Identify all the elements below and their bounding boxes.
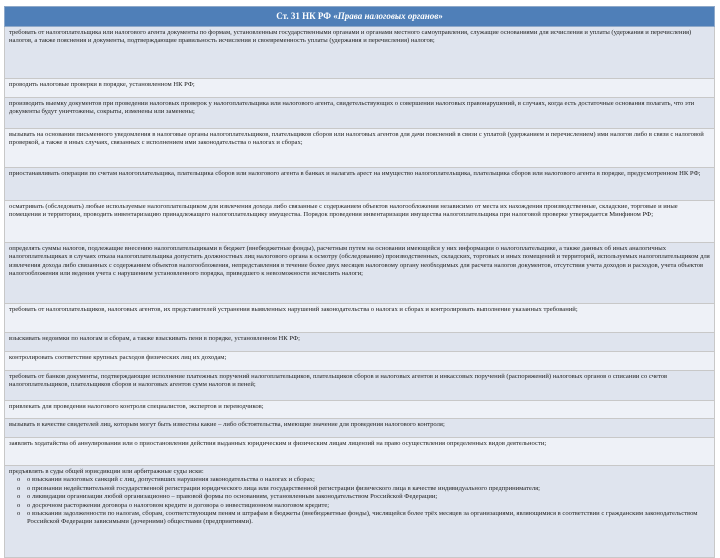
table-row [4,371,715,401]
row-text: приостанавливать операции по счетам налогоплательщика, плательщика сборов или налогового агента в банках и налагать арест на имущество налогоплательщика, плательщика сборов или налогового агента в порядке, предусмотренном НК РФ; [9,170,701,177]
row-text: заявлять ходатайства об аннулировании или о приостановлении действия выданных юридическим и физическим лицам лицензий на право осуществления определенных видов деятельности; [9,440,547,447]
row-text: взыскивать недоимки по налогам и сборам, а также взыскивать пени в порядке, установленном НК РФ; [9,335,300,342]
table-row [4,168,715,201]
row-text: требовать от банков документы, подтверждающие исполнение платежных поручений налогоплательщиков, плательщиков сборов и налоговых агентов и инкассовых поручений (распоряжений) налоговых органов о списании со счетов налогоплательщиков, плательщиков сборов и налоговых агентов сумм налогов и пеней; [9,373,669,389]
table-row [4,304,715,333]
row-text: проводить налоговые проверки в порядке, установленном НК РФ; [9,81,195,88]
table-row [4,201,715,243]
table-row [4,27,715,79]
row-text: привлекать для проведения налогового контроля специалистов, экспертов и переводчиков; [9,403,264,410]
row-text: вызывать на основании письменного уведомления в налоговые органы налогоплательщиков, плательщиков сборов или налоговых агентов для дачи пояснений в связи с уплатой (удержанием и перечислением) ими налогов либо в связи с налоговой проверкой, а также в иных случаях, связанных с исполнением ими законодательства о налогах и сборах; [9,131,706,147]
row-text: контролировать соответствие крупных расходов физических лиц их доходам; [9,354,227,361]
table-row [4,129,715,168]
title-prefix: Ст. 31 НК РФ « [276,11,338,21]
row-text: производить выемку документов при проведении налоговых проверок у налогоплательщика или налогового агента, свидетельствующих о совершении налоговых правонарушений, в случаях, когда есть достаточные основания полагать, что эти документы будут уничтожены, сокрыты, изменены или заменены; [9,100,696,116]
lawsuit-list [9,476,710,526]
row-text: вызывать в качестве свидетелей лиц, которым могут быть известны какие – либо обстоятельства, имеющие значение для проведения налогового контроля; [9,421,445,428]
table-title [4,6,715,27]
table-row [4,98,715,129]
row-text: осматривать (обследовать) любые используемые налогоплательщиком для извлечения дохода либо связанные с содержанием объектов налогообложения независимо от места их нахождения производственные, складские, торговые и иные помещения и территории, проводить инвентаризацию принадлежащего налогоплательщику имущества. Порядок проведения инвентаризации имущества налогоплательщика при налоговой проверке утверждается Минфином РФ; [9,203,680,219]
table-row [4,419,715,438]
row-text: требовать от налогоплательщиков, налоговых агентов, их представителей устранения выявленных нарушений законодательства о налогах и сборах и контролировать выполнение указанных требований; [9,306,578,313]
row-text: предъявлять в суды общей юрисдикции или арбитражные суды иски: [9,468,204,475]
title-italic: Права налоговых органов [337,11,439,21]
row-text: определять суммы налогов, подлежащие внесению налогоплательщиками в бюджет (внебюджетные фонды), расчетным путем на основании имеющейся у них информации о налогоплательщике, а также данных об иных аналогичных налогоплательщиках в случаях отказа налогоплательщика допустить должностных лиц налогового органа к осмотру (обследованию) производственных, складских, торговых и иных помещений и территорий, используемых налогоплательщиком для извлечения дохода либо связанных с содержанием объектов налогообложения, непредставления в течение более двух месяцев налоговому органу необходимых для расчета налогов документов, отсутствия учета доходов и расходов, учета объектов налогообложения или ведения учета с нарушением установленного порядка, приведшего к невозможности исчислить налоги; [9,245,712,278]
list-item: o о взыскании задолженности по налогам, сборам, соответствующим пеням и штрафам в бюджеты (внебюджетные фонды), числящейся более трёх месяцев за организациями, являющимися в соответствии с гражданским законодательством Российской Федерации зависимыми (дочерними) обществами (предприятиями). [17,510,710,527]
table-row [4,243,715,304]
table-row [4,79,715,98]
table-row [4,466,715,558]
list-item: o о ликвидации организации любой организационно – правовой формы по основаниям, установленным законодательством Российской Федерации; [17,493,710,501]
title-suffix: » [438,11,443,21]
table-row [4,401,715,419]
list-item: o о взыскании налоговых санкций с лиц, допустивших нарушения законодательства о налогах и сборах; [17,476,710,484]
list-item: o о признании недействительной государственной регистрации юридического лица или государственной регистрации физического лица в качестве индивидуального предпринимателя; [17,485,710,493]
list-item: o о досрочном расторжении договора о налоговом кредите и договора о инвестиционном налоговом кредите; [17,502,710,510]
table-row [4,333,715,352]
table-row [4,438,715,466]
row-text: требовать от налогоплательщика или налогового агента документы по формам, установленным государственными органами и органами местного самоуправления, служащие основаниями для исчисления и уплаты (удержания и перечисления) налогов, а также пояснения и документы, подтверждающие правильность исчисления и своевременность уплаты (удержания и перечисления) налогов; [9,29,693,45]
rights-table [4,6,715,558]
table-row [4,352,715,371]
